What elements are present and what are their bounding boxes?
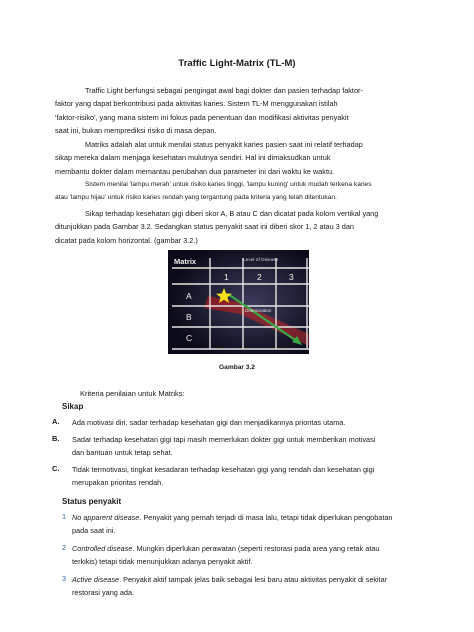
paragraph-matriks [55, 138, 427, 178]
text-line: dicatat pada kolom horizontal. (gambar 3.2.) [55, 235, 198, 245]
text-line: Ada motivasi diri, sadar terhadap kesehatan gigi dan menjadikannya prioritas utama. [72, 418, 346, 427]
list-number: 2 [62, 543, 67, 552]
criteria-heading: Kriteria penilaian untuk Matriks: [80, 389, 185, 398]
text-line: saat ini, bukan memprediksi risiko di masa depan. [55, 125, 217, 135]
list-number: 3 [62, 574, 67, 583]
text-line: restorasi yang ada. [72, 588, 135, 597]
status-item-3 [72, 573, 427, 599]
text-line: Tidak termotivasi, tingkat kesadaran terhadap kesehatan gigi yang rendah dan kesehatan gigi [72, 465, 375, 474]
text-line: Matriks adalah alat untuk menilai status penyakit karies pasien saat ini relatif terhadap [85, 140, 363, 149]
text-line: Sadar terhadap kesehatan gigi tapi masih memerlukan dokter gigi untuk memberikan motivasi [72, 435, 376, 444]
level-of-disease-label: Level of Disease [243, 258, 279, 263]
matrix-title: Matrix [174, 257, 197, 266]
list-letter: C. [52, 464, 60, 473]
row-label-b: B [186, 312, 192, 322]
list-letter: B. [52, 434, 60, 443]
row-label-c: C [186, 333, 193, 343]
sikap-item-b [72, 433, 427, 459]
paragraph-sistem [55, 179, 427, 204]
status-term: Controlled disease [72, 544, 133, 553]
text-line: sikap mereka dalam menjaga kesehatan mulutnya sendiri. Hal ini dimaksudkan untuk [55, 153, 331, 163]
text-line: Traffic Light berfungsi sebagai pengingat awal bagi dokter dan pasien terhadap faktor- [85, 86, 363, 95]
text-line: 'faktor-risiko', yang mana sistem ini fokus pada penentuan dan modifikasi aktivitas penyakit [55, 112, 349, 122]
sikap-item-c [72, 463, 427, 489]
text-line: terkikis) tetapi tidak menunjukkan adanya penyakit aktif. [72, 557, 253, 566]
text-line: Sistem menilai 'lampu merah' untuk risiko karies tinggi, 'lampu kuning' untuk mudah terkena karies [85, 181, 372, 188]
page-title: Traffic Light-Matrix (TL-M) [178, 58, 296, 69]
row-label-a: A [186, 291, 192, 301]
text-line: dan bantuan untuk tetap sehat. [72, 448, 173, 457]
text-line: ditunjukkan pada Gambar 3.2. Sedangkan status penyakit saat ini diberi skor 1, 2 atau 3 dan [55, 222, 354, 232]
col-label-3: 3 [289, 272, 294, 282]
list-letter: A. [52, 417, 60, 426]
text-line: . Penyakit yang pernah terjadi di masa lalu, tetapi tidak diperlukan pengobatan [139, 513, 393, 522]
status-item-1 [72, 511, 427, 537]
status-item-2 [72, 542, 427, 568]
status-term: Active disease [72, 575, 120, 584]
text-line: membantu dokter dalam memantau perubahan dua parameter ini dari waktu ke waktu. [55, 166, 335, 176]
col-label-1: 1 [224, 272, 229, 282]
figure-caption: Gambar 3.2 [219, 364, 255, 371]
text-line: merupakan prioritas rendah. [72, 478, 164, 487]
deterioration-label: Deterioration [245, 308, 272, 313]
matrix-diagram [168, 250, 309, 354]
sikap-heading: Sikap [62, 402, 84, 411]
status-heading: Status penyakit [62, 497, 122, 506]
text-line: . Penyakit aktif tampak jelas baik sebagai lesi baru atau aktivitas penyakit di sekitar [119, 575, 388, 584]
text-line: Sikap terhadap kesehatan gigi diberi skor A, B atau C dan dicatat pada kolom vertikal yang [85, 209, 379, 218]
col-label-2: 2 [257, 272, 262, 282]
matrix-figure [168, 250, 309, 354]
text-line: atau 'lampu hijau' untuk risiko karies rendah yang tergantung pada kriteria yang telah ditentukan. [55, 193, 337, 201]
text-line: pada saat ini. [72, 526, 116, 535]
status-term: No apparent disease [72, 513, 140, 522]
paragraph-traffic-light [55, 84, 427, 137]
list-number: 1 [62, 512, 67, 521]
paragraph-sikap-skor [55, 207, 427, 247]
sikap-item-a [72, 416, 427, 429]
text-line: . Mungkin diperlukan perawatan (seperti restorasi pada area yang retak atau [132, 544, 380, 553]
text-line: faktor yang dapat berkontribusi pada aktivitas karies. Sistem TL-M menggunakan istilah [55, 99, 338, 109]
